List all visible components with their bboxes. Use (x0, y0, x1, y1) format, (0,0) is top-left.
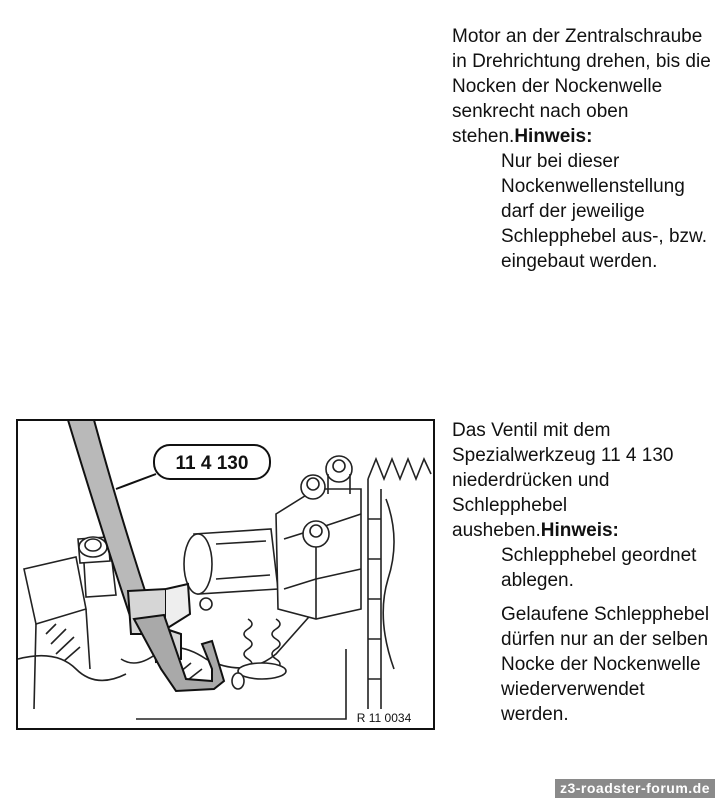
step-1-text: Motor an der Zentralschraube in Drehrichtung drehen, bis die Nocken der Nockenwelle senkrecht nach oben stehen. (452, 26, 711, 147)
step-2-note-1: Schlepphebel geordnet ablegen. (501, 545, 697, 591)
step-2-text: Das Ventil mit dem Spezialwerkzeug 11 4 130 niederdrücken und Schlepphebel ausheben. (452, 420, 674, 541)
figure-reference-code: R 11 0034 (356, 711, 412, 725)
step-2-note-2: Gelaufene Schlepphebel dürfen nur an der selben Nocke der Nockenwelle wiederverwendet werden. (501, 604, 710, 725)
step-2-hinweis-label: Hinweis: (540, 520, 619, 541)
step-1-hinweis-label: Hinweis: (514, 126, 593, 147)
instruction-step-2 (452, 418, 714, 727)
tool-number-label: 11 4 130 (175, 453, 249, 474)
valve-tool-illustration (16, 419, 435, 730)
watermark: z3-roadster-forum.de (555, 779, 715, 798)
instruction-step-1 (452, 24, 714, 274)
step-1-note: Nur bei dieser Nockenwellenstellung darf der jeweilige Schlepphebel aus-, bzw. eingebaut werden. (501, 151, 707, 272)
